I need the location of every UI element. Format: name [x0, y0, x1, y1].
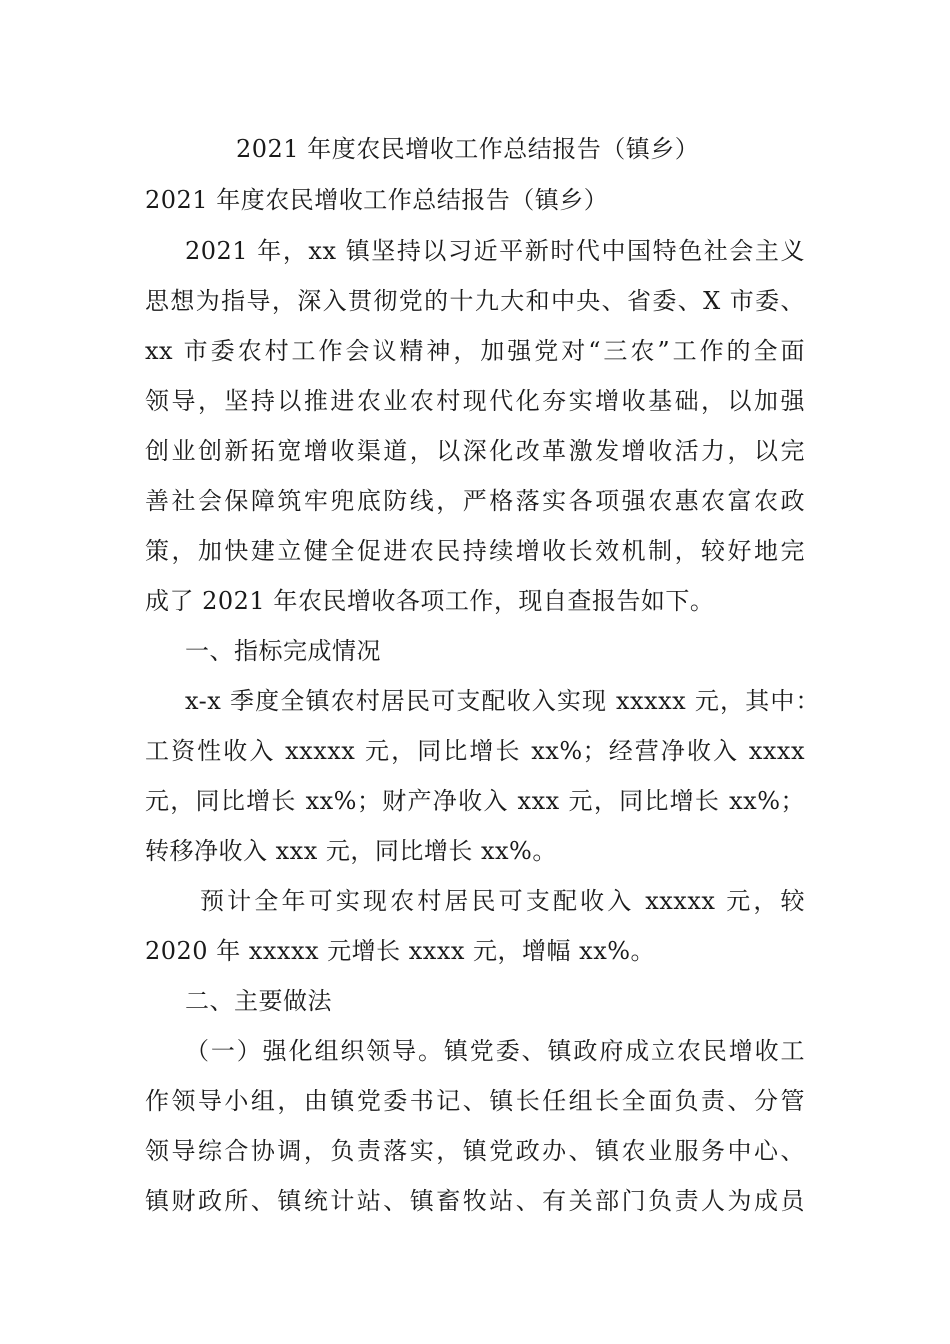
document-subtitle: 2021 年度农民增收工作总结报告（镇乡） [145, 186, 609, 214]
paragraph-line: 转移净收入 xxx 元，同比增长 xx%。 [145, 837, 557, 865]
section-heading: 二、主要做法 [185, 987, 332, 1015]
document-title: 2021 年度农民增收工作总结报告（镇乡） [236, 135, 700, 163]
paragraph-line: 镇财政所、镇统计站、镇畜牧站、有关部门负责人为成员 [145, 1187, 805, 1215]
paragraph-line: 2020 年 xxxxx 元增长 xxxx 元，增幅 xx%。 [145, 937, 656, 965]
paragraph-line: 成了 2021 年农民增收各项工作，现自查报告如下。 [145, 587, 715, 615]
paragraph-line: 作领导小组，由镇党委书记、镇长任组长全面负责、分管 [145, 1087, 805, 1115]
paragraph-line: 元，同比增长 xx%；财产净收入 xxx 元，同比增长 xx%； [145, 787, 805, 815]
paragraph-line: 思想为指导，深入贯彻党的十九大和中央、省委、X 市委、 [145, 287, 805, 315]
paragraph-line: x-x 季度全镇农村居民可支配收入实现 xxxxx 元，其中： [185, 687, 820, 715]
paragraph-line: 领导，坚持以推进农业农村现代化夯实增收基础，以加强 [145, 387, 805, 415]
paragraph-line: 领导综合协调，负责落实，镇党政办、镇农业服务中心、 [145, 1137, 805, 1165]
paragraph-line: 善社会保障筑牢兜底防线，严格落实各项强农惠农富农政 [145, 487, 805, 515]
paragraph-line: （一）强化组织领导。镇党委、镇政府成立农民增收工 [185, 1037, 805, 1065]
paragraph-line: xx 市委农村工作会议精神，加强党对“三农”工作的全面 [145, 337, 805, 365]
paragraph-line: 创业创新拓宽增收渠道，以深化改革激发增收活力，以完 [145, 437, 805, 465]
paragraph-line: 策，加快建立健全促进农民持续增收长效机制，较好地完 [145, 537, 805, 565]
paragraph-line: 预计全年可实现农村居民可支配收入 xxxxx 元，较 [200, 887, 805, 915]
section-heading: 一、指标完成情况 [185, 637, 381, 665]
paragraph-line: 2021 年，xx 镇坚持以习近平新时代中国特色社会主义 [185, 237, 805, 265]
paragraph-line: 工资性收入 xxxxx 元，同比增长 xx%；经营净收入 xxxx [145, 737, 805, 765]
